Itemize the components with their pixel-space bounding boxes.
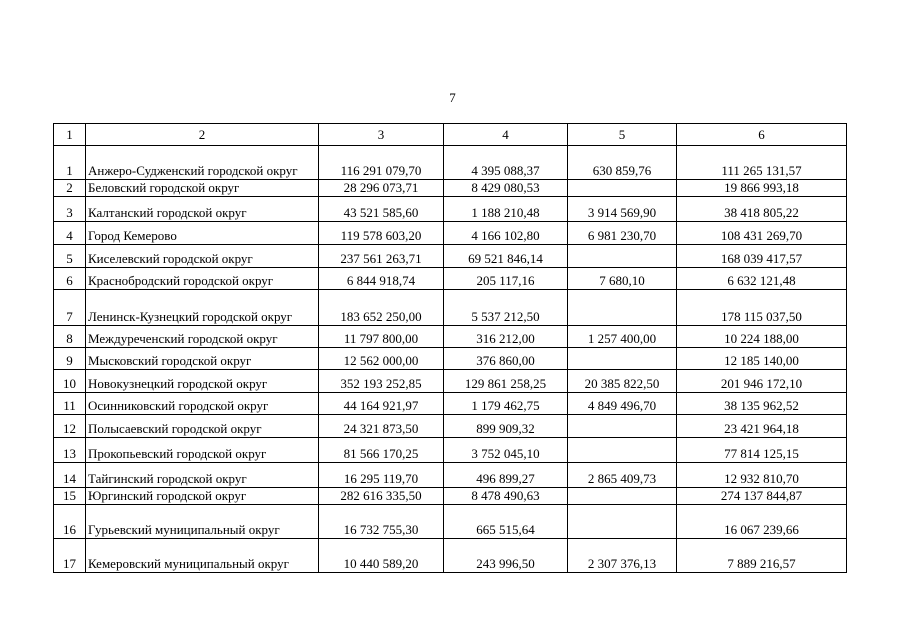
- table-row: [54, 197, 847, 222]
- table-row: [54, 438, 847, 463]
- column-4-value-cell: 1 188 210,48: [444, 197, 568, 222]
- table-row: [54, 539, 847, 573]
- column-6-value-cell: 38 418 805,22: [677, 197, 847, 222]
- column-3-value-cell: 81 566 170,25: [319, 438, 444, 463]
- column-3-value-cell: 16 732 755,30: [319, 505, 444, 539]
- column-6-value-cell: 7 889 216,57: [677, 539, 847, 573]
- column-5-value-cell: [568, 245, 677, 268]
- column-3-value-cell: 28 296 073,71: [319, 180, 444, 197]
- table-row: [54, 245, 847, 268]
- column-4-value-cell: 243 996,50: [444, 539, 568, 573]
- municipality-name-cell: Мысковский городской округ: [86, 348, 319, 370]
- table-row: [54, 268, 847, 290]
- municipality-name-cell: Юргинский городской округ: [86, 488, 319, 505]
- municipality-name-cell: Междуреченский городской округ: [86, 326, 319, 348]
- column-6-value-cell: 108 431 269,70: [677, 222, 847, 245]
- column-3-value-cell: 16 295 119,70: [319, 463, 444, 488]
- column-4-value-cell: 316 212,00: [444, 326, 568, 348]
- row-number-cell: 13: [54, 438, 86, 463]
- column-6-value-cell: 23 421 964,18: [677, 415, 847, 438]
- column-6-value-cell: 38 135 962,52: [677, 393, 847, 415]
- column-4-value-cell: 129 861 258,25: [444, 370, 568, 393]
- municipality-name-cell: Калтанский городской округ: [86, 197, 319, 222]
- column-3-value-cell: 116 291 079,70: [319, 146, 444, 180]
- row-number-cell: 7: [54, 290, 86, 326]
- municipality-name-cell: Гурьевский муниципальный округ: [86, 505, 319, 539]
- column-6-value-cell: 178 115 037,50: [677, 290, 847, 326]
- column-5-value-cell: 20 385 822,50: [568, 370, 677, 393]
- table-row: [54, 180, 847, 197]
- column-3-value-cell: 119 578 603,20: [319, 222, 444, 245]
- row-number-cell: 1: [54, 146, 86, 180]
- column-5-value-cell: 6 981 230,70: [568, 222, 677, 245]
- table-row: [54, 505, 847, 539]
- column-4-value-cell: 4 166 102,80: [444, 222, 568, 245]
- table-row: [54, 326, 847, 348]
- column-6-value-cell: 12 185 140,00: [677, 348, 847, 370]
- municipality-name-cell: Анжеро-Судженский городской округ: [86, 146, 319, 180]
- column-3-value-cell: 11 797 800,00: [319, 326, 444, 348]
- column-4-value-cell: 69 521 846,14: [444, 245, 568, 268]
- column-3-value-cell: 352 193 252,85: [319, 370, 444, 393]
- column-5-value-cell: [568, 290, 677, 326]
- column-6-value-cell: 10 224 188,00: [677, 326, 847, 348]
- municipality-name-cell: Ленинск-Кузнецкий городской округ: [86, 290, 319, 326]
- row-number-cell: 14: [54, 463, 86, 488]
- row-number-cell: 2: [54, 180, 86, 197]
- page-number: 7: [449, 90, 456, 105]
- table-header-row: [54, 124, 847, 146]
- column-4-value-cell: 8 429 080,53: [444, 180, 568, 197]
- municipality-name-cell: Город Кемерово: [86, 222, 319, 245]
- column-3-value-cell: 10 440 589,20: [319, 539, 444, 573]
- column-5-value-cell: 2 865 409,73: [568, 463, 677, 488]
- column-5-value-cell: [568, 348, 677, 370]
- municipality-name-cell: Тайгинский городской округ: [86, 463, 319, 488]
- column-5-value-cell: 1 257 400,00: [568, 326, 677, 348]
- column-4-value-cell: 8 478 490,63: [444, 488, 568, 505]
- header-cell: 4: [444, 124, 568, 146]
- column-3-value-cell: 183 652 250,00: [319, 290, 444, 326]
- data-table: [53, 123, 847, 573]
- column-4-value-cell: 376 860,00: [444, 348, 568, 370]
- row-number-cell: 11: [54, 393, 86, 415]
- column-5-value-cell: 7 680,10: [568, 268, 677, 290]
- column-6-value-cell: 19 866 993,18: [677, 180, 847, 197]
- column-3-value-cell: 237 561 263,71: [319, 245, 444, 268]
- row-number-cell: 3: [54, 197, 86, 222]
- column-5-value-cell: [568, 438, 677, 463]
- municipality-name-cell: Прокопьевский городской округ: [86, 438, 319, 463]
- column-4-value-cell: 665 515,64: [444, 505, 568, 539]
- header-cell: 3: [319, 124, 444, 146]
- column-5-value-cell: [568, 488, 677, 505]
- row-number-cell: 15: [54, 488, 86, 505]
- municipality-name-cell: Краснобродский городской округ: [86, 268, 319, 290]
- column-5-value-cell: [568, 505, 677, 539]
- table-row: [54, 146, 847, 180]
- row-number-cell: 8: [54, 326, 86, 348]
- municipality-name-cell: Беловский городской округ: [86, 180, 319, 197]
- municipality-name-cell: Новокузнецкий городской округ: [86, 370, 319, 393]
- column-5-value-cell: [568, 415, 677, 438]
- header-cell: 1: [54, 124, 86, 146]
- column-6-value-cell: 77 814 125,15: [677, 438, 847, 463]
- column-6-value-cell: 111 265 131,57: [677, 146, 847, 180]
- table-row: [54, 290, 847, 326]
- municipality-name-cell: Кемеровский муниципальный округ: [86, 539, 319, 573]
- row-number-cell: 4: [54, 222, 86, 245]
- row-number-cell: 10: [54, 370, 86, 393]
- column-4-value-cell: 899 909,32: [444, 415, 568, 438]
- column-3-value-cell: 12 562 000,00: [319, 348, 444, 370]
- column-3-value-cell: 6 844 918,74: [319, 268, 444, 290]
- row-number-cell: 9: [54, 348, 86, 370]
- row-number-cell: 12: [54, 415, 86, 438]
- municipality-name-cell: Полысаевский городской округ: [86, 415, 319, 438]
- column-6-value-cell: 12 932 810,70: [677, 463, 847, 488]
- column-6-value-cell: 274 137 844,87: [677, 488, 847, 505]
- column-5-value-cell: 630 859,76: [568, 146, 677, 180]
- row-number-cell: 5: [54, 245, 86, 268]
- municipality-name-cell: Осинниковский городской округ: [86, 393, 319, 415]
- column-4-value-cell: 4 395 088,37: [444, 146, 568, 180]
- column-5-value-cell: 2 307 376,13: [568, 539, 677, 573]
- row-number-cell: 17: [54, 539, 86, 573]
- table-row: [54, 370, 847, 393]
- table-row: [54, 222, 847, 245]
- table-row: [54, 393, 847, 415]
- column-6-value-cell: 168 039 417,57: [677, 245, 847, 268]
- column-5-value-cell: 3 914 569,90: [568, 197, 677, 222]
- column-3-value-cell: 282 616 335,50: [319, 488, 444, 505]
- header-cell: 5: [568, 124, 677, 146]
- column-4-value-cell: 205 117,16: [444, 268, 568, 290]
- column-4-value-cell: 5 537 212,50: [444, 290, 568, 326]
- column-6-value-cell: 16 067 239,66: [677, 505, 847, 539]
- table-row: [54, 415, 847, 438]
- table-row: [54, 488, 847, 505]
- municipality-name-cell: Киселевский городской округ: [86, 245, 319, 268]
- header-cell: 2: [86, 124, 319, 146]
- column-6-value-cell: 6 632 121,48: [677, 268, 847, 290]
- column-6-value-cell: 201 946 172,10: [677, 370, 847, 393]
- table-row: [54, 348, 847, 370]
- column-3-value-cell: 24 321 873,50: [319, 415, 444, 438]
- column-4-value-cell: 3 752 045,10: [444, 438, 568, 463]
- row-number-cell: 6: [54, 268, 86, 290]
- column-5-value-cell: 4 849 496,70: [568, 393, 677, 415]
- column-3-value-cell: 44 164 921,97: [319, 393, 444, 415]
- column-4-value-cell: 1 179 462,75: [444, 393, 568, 415]
- header-cell: 6: [677, 124, 847, 146]
- column-5-value-cell: [568, 180, 677, 197]
- column-3-value-cell: 43 521 585,60: [319, 197, 444, 222]
- row-number-cell: 16: [54, 505, 86, 539]
- column-4-value-cell: 496 899,27: [444, 463, 568, 488]
- table-row: [54, 463, 847, 488]
